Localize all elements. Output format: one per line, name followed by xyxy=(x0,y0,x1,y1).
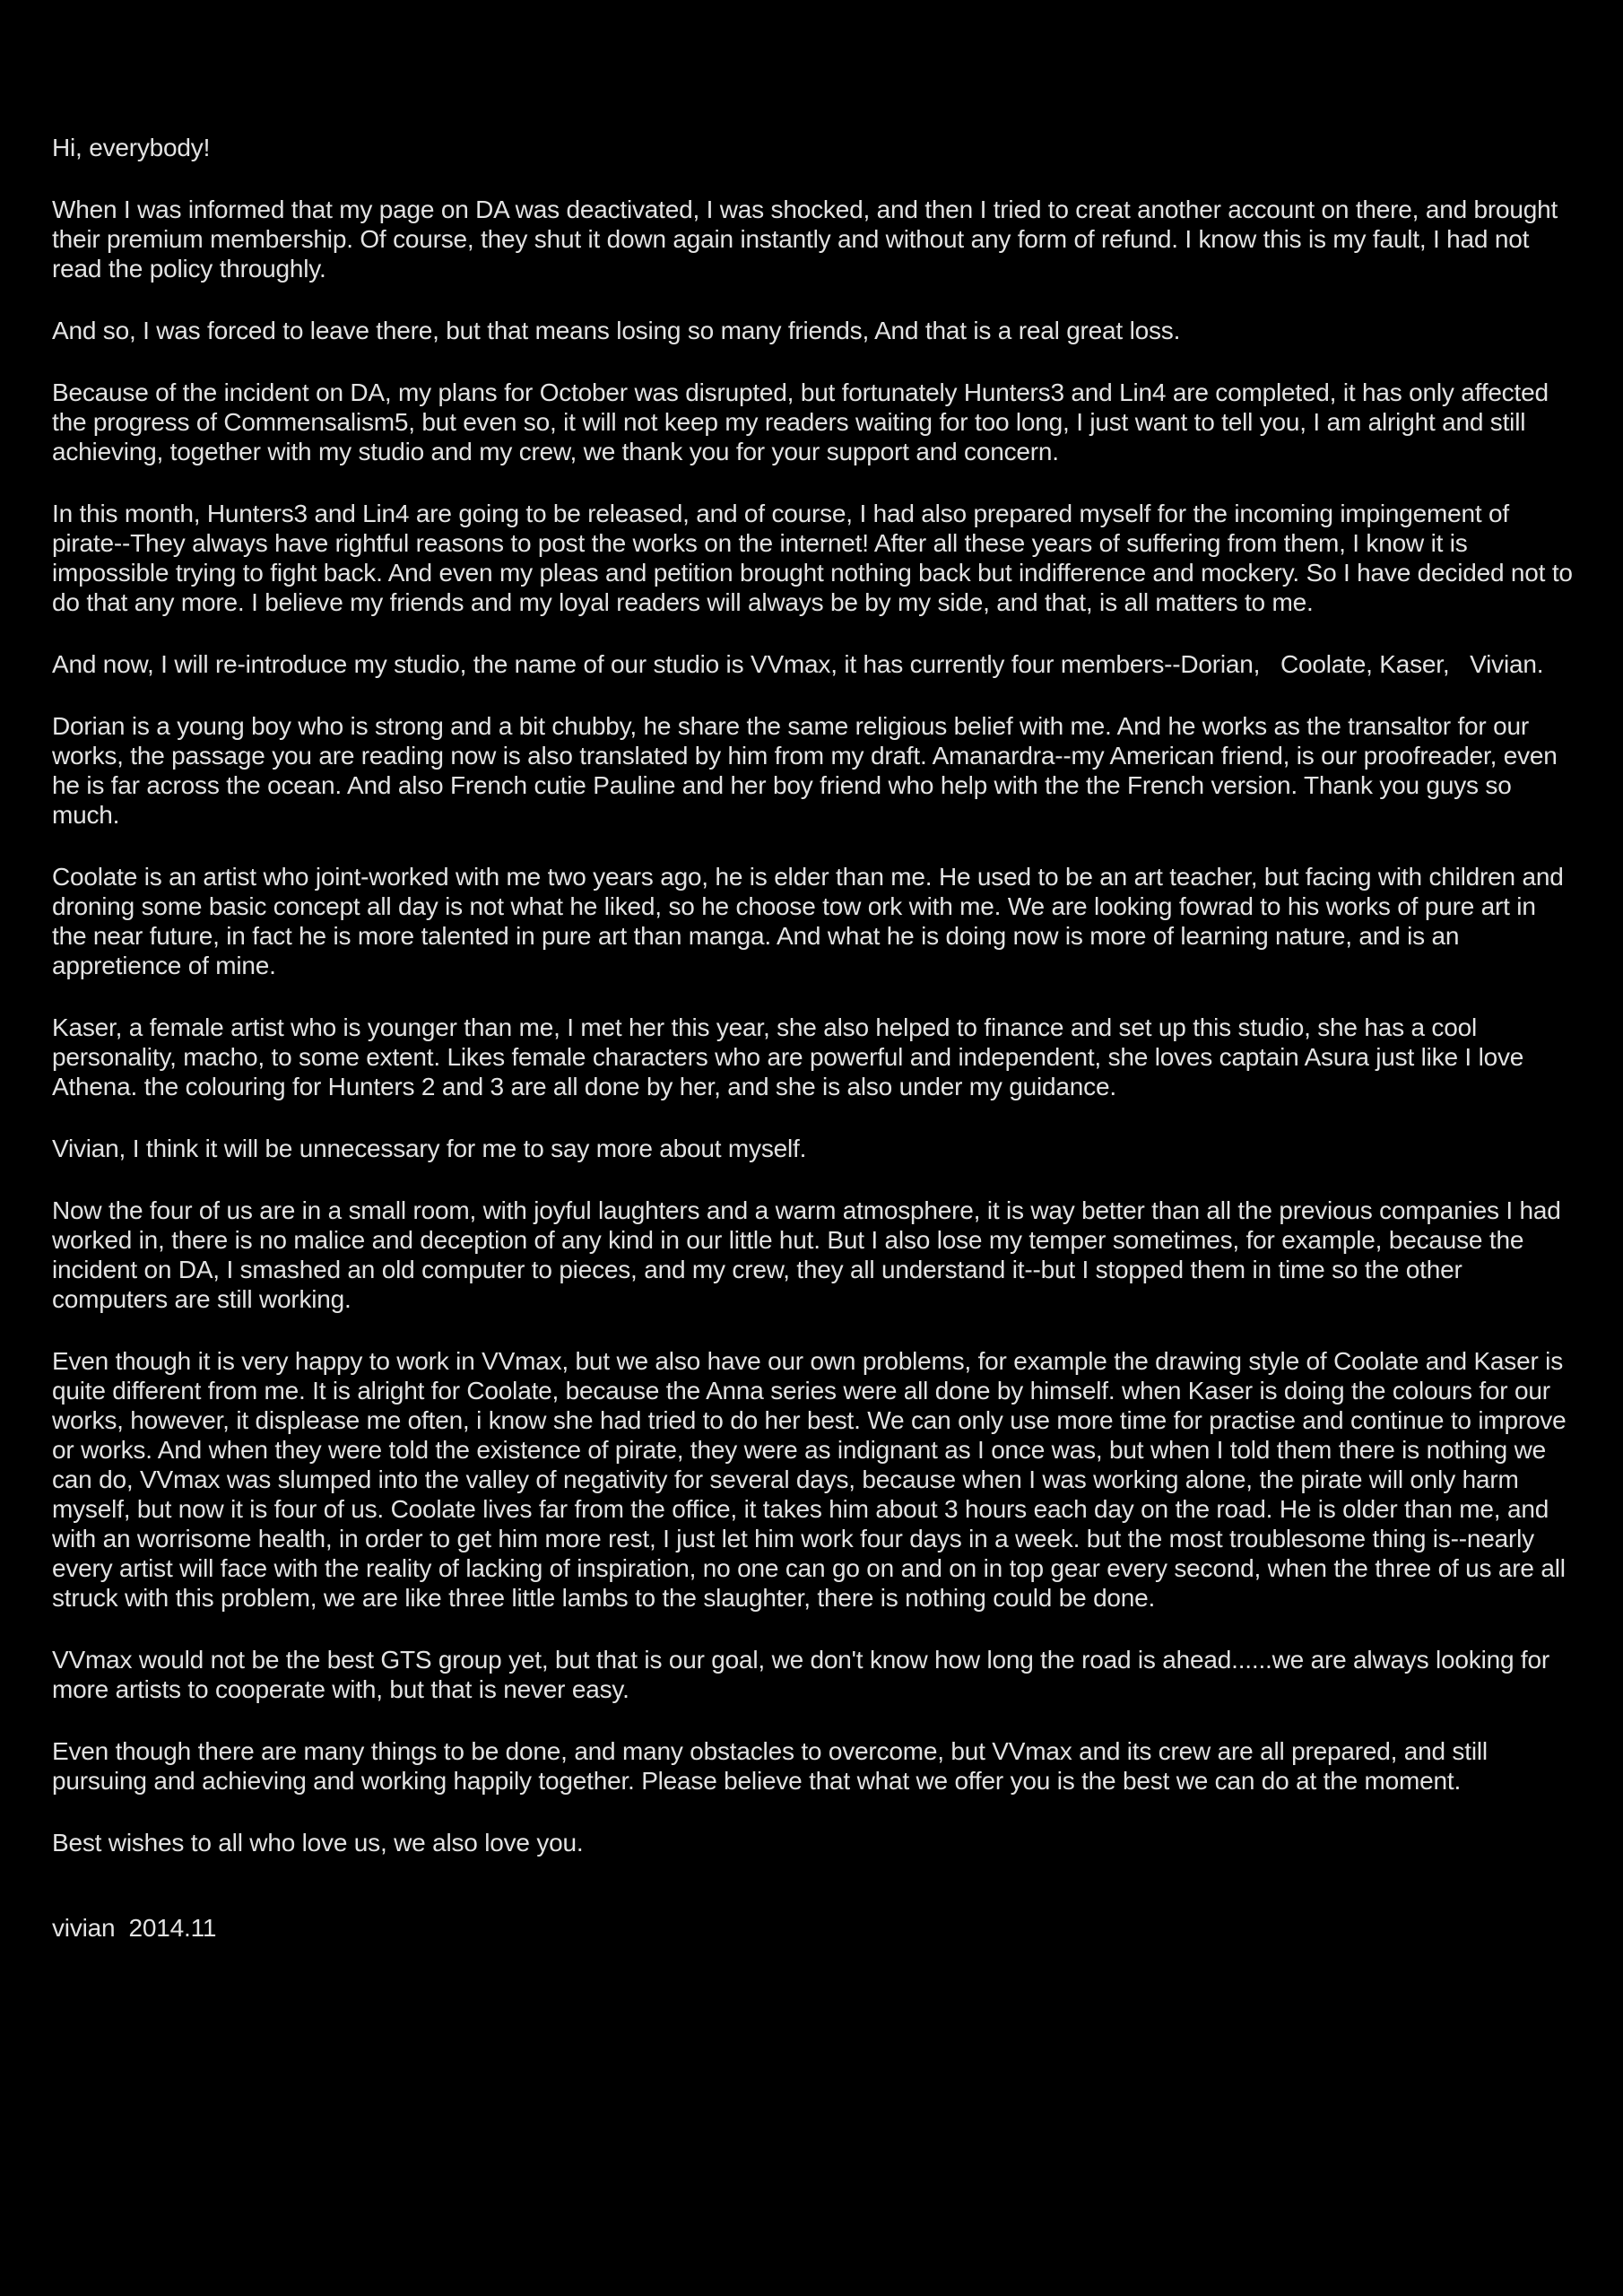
letter-paragraph: And now, I will re-introduce my studio, the name of our studio is VVmax, it has currently four members--Dorian, Coolate, Kaser, Vivian. xyxy=(52,650,1544,678)
letter-paragraph: Even though it is very happy to work in VVmax, but we also have our own problems, for example the drawing style of Coolate and Kaser is quite different from me. It is alright for Coolate, because the Anna series were all done by himself. when Kaser is doing the colours for our works, however, it displease me often, i know she had tried to do her best. We can only use more time for practise and continue to improve or works. And when they were told the existence of pirate, they were as indignant as I once was, but when I told them there is nothing we can do, VVmax was slumped into the valley of negativity for several days, because when I was working alone, the pirate will only harm myself, but now it is four of us. Coolate lives far from the office, it takes him about 3 hours each day on the road. He is older than me, and with an worrisome health, in order to get him more rest, I just let him work four days in a week. but the most troublesome thing is--nearly every artist will face with the reality of lacking of inspiration, no one can go on and on in top gear every second, when the three of us are all struck with this problem, we are like three little lambs to the slaughter, there is nothing could be done. xyxy=(52,1347,1574,1612)
letter-paragraph: Dorian is a young boy who is strong and a bit chubby, he share the same religious belief with me. And he works as the transaltor for our works, the passage you are reading now is also translated by him from my draft. Amanardra--my American friend, is our proofreader, even he is far across the ocean. And also French cutie Pauline and her boy friend who help with the the French version. Thank you guys so much. xyxy=(52,712,1565,829)
letter-paragraph: When I was informed that my page on DA was deactivated, I was shocked, and then I tried to creat another account on there, and brought their premium membership. Of course, they shut it down again instantly and without any form of refund. I know this is my fault, I had not read the policy throughly. xyxy=(52,196,1565,283)
letter-paragraph: Vivian, I think it will be unnecessary for me to say more about myself. xyxy=(52,1135,807,1162)
letter-paragraph: In this month, Hunters3 and Lin4 are going to be released, and of course, I had also prepared myself for the incoming impingement of pirate--They always have rightful reasons to post the works on the internet! After all these years of suffering from them, I know it is impossible trying to fight back. And even my pleas and petition brought nothing back but indifference and mockery. So I have decided not to do that any more. I believe my friends and my loyal readers will always be by my side, and that, is all matters to me. xyxy=(52,500,1580,616)
letter-paragraph: And so, I was forced to leave there, but that means losing so many friends, And that is a real great loss. xyxy=(52,317,1181,344)
letter-paragraph: Because of the incident on DA, my plans for October was disrupted, but fortunately Hunters3 and Lin4 are completed, it has only affected the progress of Commensalism5, but even so, it will not keep my readers waiting for too long, I just want to tell you, I am alright and still achieving, together with my studio and my crew, we thank you for your support and concern. xyxy=(52,378,1556,465)
letter-body xyxy=(52,195,1580,1857)
letter-paragraph: Even though there are many things to be done, and many obstacles to overcome, but VVmax and its crew are all prepared, and still pursuing and achieving and working happily together. Please believe that what we offer you is the best we can do at the moment. xyxy=(52,1737,1495,1795)
letter-paragraph: VVmax would not be the best GTS group yet, but that is our goal, we don't know how long the road is ahead......we are always looking for more artists to cooperate with, but that is never easy. xyxy=(52,1646,1557,1703)
letter-paragraph: Now the four of us are in a small room, with joyful laughters and a warm atmosphere, it is way better than all the previous companies I had worked in, there is no malice and deception of any kind in our little hut. But I also lose my temper sometimes, for example, because the incident on DA, I smashed an old computer to pieces, and my crew, they all understand it--but I stopped them in time so the other computers are still working. xyxy=(52,1196,1568,1313)
letter-paragraph: Coolate is an artist who joint-worked with me two years ago, he is elder than me. He used to be an art teacher, but facing with children and droning some basic concept all day is not what he liked, so he choose tow ork with me. We are looking fowrad to his works of pure art in the near future, in fact he is more talented in pure art than manga. And what he is doing now is more of learning nature, and is an appretience of mine. xyxy=(52,863,1571,979)
letter-greeting: Hi, everybody! xyxy=(52,134,211,161)
letter-paragraph: Best wishes to all who love us, we also love you. xyxy=(52,1829,584,1857)
letter-paragraph: Kaser, a female artist who is younger than me, I met her this year, she also helped to finance and set up this studio, she has a cool personality, macho, to some extent. Likes female characters who are powerful and independent, she loves captain Asura just like I love Athena. the colouring for Hunters 2 and 3 are all done by her, and she is also under my guidance. xyxy=(52,1013,1530,1100)
letter-signature: vivian 2014.11 xyxy=(52,1914,217,1942)
